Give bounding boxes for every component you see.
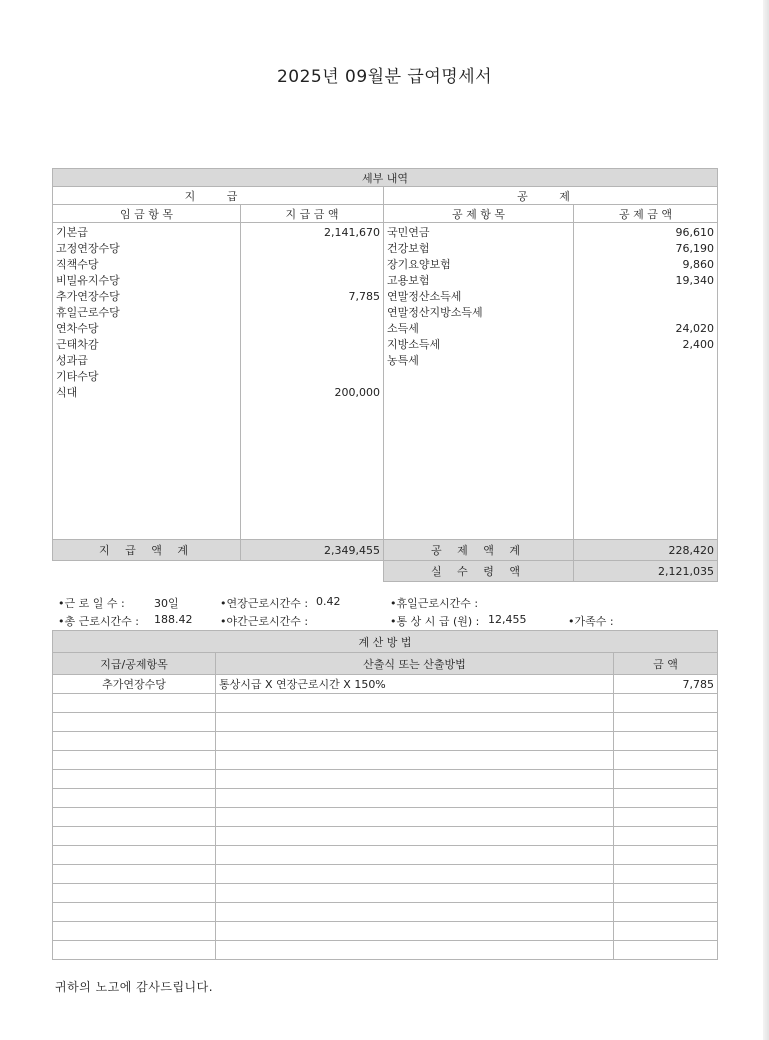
table-row (53, 846, 718, 865)
pay-item-label: 성과급 (56, 354, 88, 367)
thank-you-note: 귀하의 노고에 감사드립니다. (55, 980, 214, 994)
calc-col-amount: 금 액 (614, 653, 718, 675)
pay-item-label: 연차수당 (56, 322, 99, 335)
calc-col-formula: 산출식 또는 산출방법 (216, 653, 614, 675)
deduct-item-label: 연말정산지방소득세 (387, 306, 483, 319)
pay-item-label: 기타수당 (56, 370, 99, 383)
col-deduct-amount: 공 제 금 액 (574, 205, 718, 223)
deduct-total-label: 공 제 액 계 (431, 544, 526, 557)
pay-item-amount (244, 257, 380, 273)
deduct-header: 공 제 (517, 189, 584, 203)
table-row (53, 675, 718, 694)
detail-section (52, 168, 717, 582)
calc-formula: 통상시급 X 연장근로시간 X 150% (216, 675, 614, 694)
page-title: 2025년 09월분 급여명세서 (276, 67, 493, 87)
hourly-wage-value: 12,455 (488, 613, 527, 626)
table-row (53, 732, 718, 751)
calc-col-item: 지급/공제항목 (53, 653, 216, 675)
deduct-item-amount: 76,190 (675, 242, 715, 255)
col-pay-amount: 지 급 금 액 (241, 205, 384, 223)
deduct-total-value: 228,420 (574, 540, 718, 561)
family-count-label: •가족수 : (568, 615, 614, 628)
page-edge (763, 0, 769, 1040)
deduct-item-amount (577, 305, 714, 321)
pay-item-label: 비밀유지수당 (56, 274, 120, 287)
calc-header: 계 산 방 법 (53, 631, 718, 653)
detail-table (52, 168, 718, 582)
pay-total-label: 지 급 액 계 (99, 544, 194, 557)
deduct-item-label: 건강보험 (387, 242, 430, 255)
deduct-item-label: 고용보험 (387, 274, 430, 287)
holiday-hours-label: •휴일근로시간수 : (390, 597, 479, 610)
pay-item-amount (244, 353, 380, 369)
table-row (53, 808, 718, 827)
pay-item-amount: 7,785 (348, 290, 380, 303)
pay-item-label: 고정연장수당 (56, 242, 120, 255)
pay-item-amount (244, 369, 380, 385)
night-hours-label: •야간근로시간수 : (220, 615, 309, 628)
table-row (53, 751, 718, 770)
deduct-item-label: 국민연금 (387, 226, 430, 239)
pay-item-label: 추가연장수당 (56, 290, 120, 303)
table-row (53, 827, 718, 846)
pay-item-amount (244, 305, 380, 321)
deduct-item-label: 연말정산소득세 (387, 290, 462, 303)
deduct-item-amount (577, 353, 714, 369)
pay-item-label: 기본급 (56, 226, 88, 239)
deduct-item-amount: 24,020 (675, 322, 715, 335)
table-row (53, 903, 718, 922)
pay-item-amount (244, 273, 380, 289)
net-pay-value: 2,121,035 (574, 561, 718, 582)
deduct-amount-list (577, 225, 714, 369)
deduct-item-amount: 9,860 (682, 258, 715, 271)
table-row (53, 694, 718, 713)
table-row (53, 770, 718, 789)
table-row (53, 884, 718, 903)
table-row (53, 922, 718, 941)
detail-header: 세부 내역 (53, 169, 718, 187)
work-days-value: 30일 (154, 597, 179, 610)
deduct-item-amount: 2,400 (682, 338, 715, 351)
deduct-item-amount: 96,610 (675, 226, 715, 239)
calc-item: 추가연장수당 (53, 675, 216, 694)
pay-item-label: 직책수당 (56, 258, 99, 271)
pay-item-amount: 2,141,670 (324, 226, 380, 239)
table-row (53, 941, 718, 960)
overtime-value: 0.42 (316, 595, 341, 608)
pay-item-amount (244, 241, 380, 257)
calc-amount: 7,785 (614, 675, 718, 694)
pay-item-label: 식대 (56, 386, 78, 399)
table-row (53, 789, 718, 808)
calc-section (52, 630, 717, 960)
pay-total-value: 2,349,455 (241, 540, 384, 561)
work-days-label: •근 로 일 수 : (58, 597, 125, 610)
total-hours-label: •총 근로시간수 : (58, 615, 139, 628)
pay-header: 지 급 (184, 189, 252, 203)
net-pay-label: 실 수 령 액 (431, 565, 526, 578)
deduct-item-label: 지방소득세 (387, 338, 441, 351)
table-row (53, 865, 718, 884)
deduct-item-list (387, 225, 570, 369)
pay-item-amount: 200,000 (334, 386, 380, 399)
pay-item-list (56, 225, 237, 401)
pay-item-amount (244, 321, 380, 337)
pay-item-label: 휴일근로수당 (56, 306, 120, 319)
col-deduct-item: 공 제 항 목 (384, 205, 574, 223)
hourly-wage-label: •통 상 시 급 (원) : (390, 615, 480, 628)
pay-amount-list (244, 225, 380, 401)
col-pay-item: 임 금 항 목 (53, 205, 241, 223)
deduct-item-amount: 19,340 (675, 274, 715, 287)
overtime-label: •연장근로시간수 : (220, 597, 309, 610)
total-hours-value: 188.42 (154, 613, 193, 626)
pay-item-label: 근태차감 (56, 338, 99, 351)
deduct-item-amount (577, 289, 714, 305)
deduct-item-label: 농특세 (387, 354, 419, 367)
deduct-item-label: 소득세 (387, 322, 419, 335)
table-row (53, 713, 718, 732)
calc-table (52, 630, 718, 960)
deduct-item-label: 장기요양보험 (387, 258, 451, 271)
pay-item-amount (244, 337, 380, 353)
